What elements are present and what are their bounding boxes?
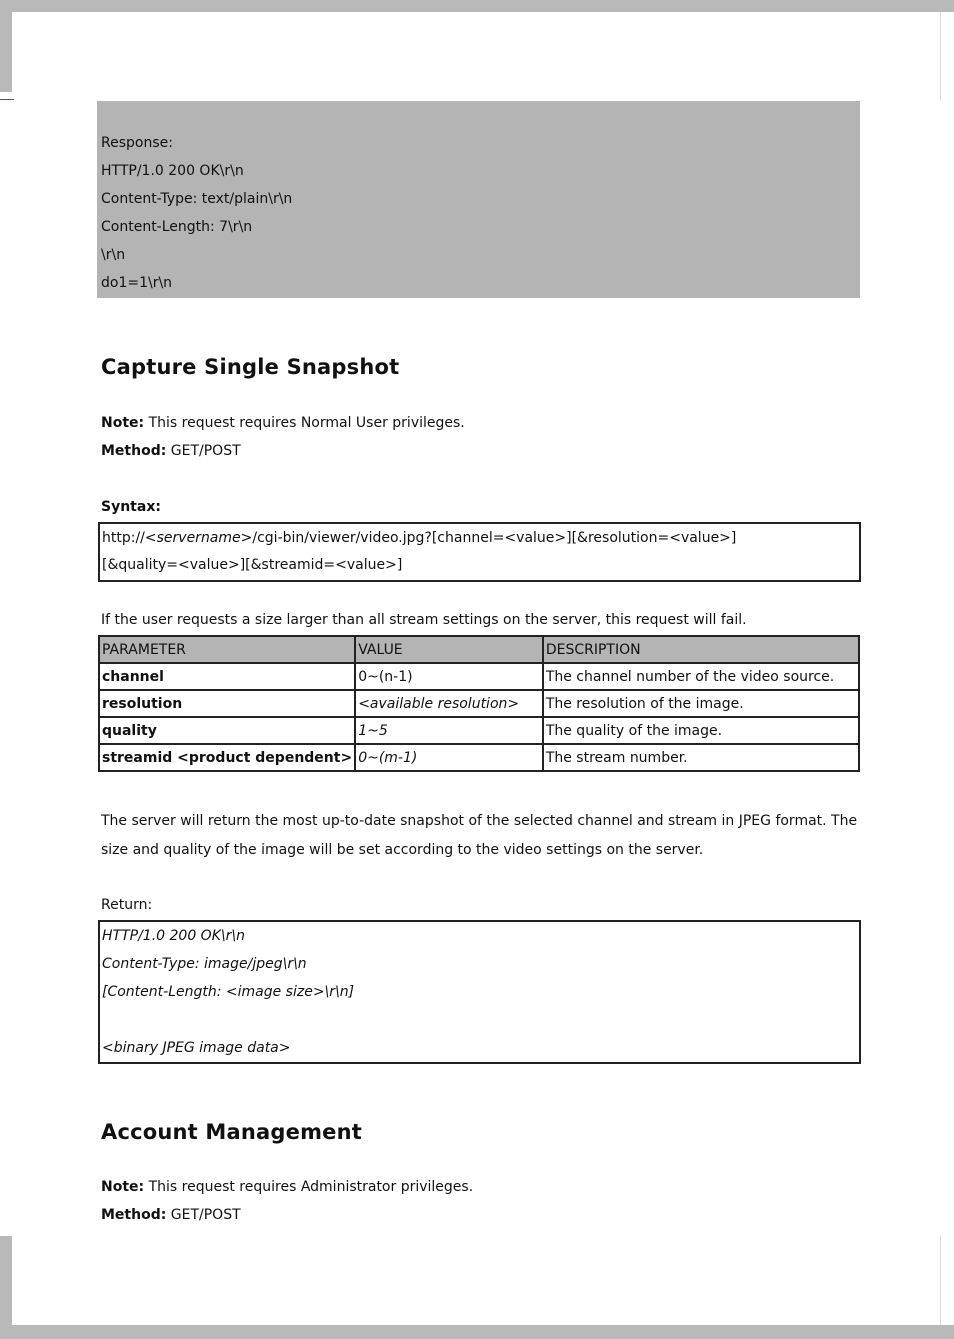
return-line: [Content-Length: <image size>\r\n] [102, 984, 355, 1000]
page-frame-right-top [940, 12, 941, 100]
table-row [99, 744, 859, 771]
note-text: This request requires Normal User privileges. [148, 415, 465, 431]
method-value: GET/POST [170, 443, 241, 459]
note-label: Note: [101, 415, 145, 431]
param-description: The stream number. [543, 744, 859, 771]
syntax-servername: <servername> [144, 530, 253, 546]
method-label: Method: [101, 443, 167, 459]
param-value: 0~(m-1) [355, 744, 543, 771]
method-value: GET/POST [170, 1207, 241, 1223]
response-line: Content-Type: text/plain\r\n [101, 191, 293, 207]
return-line: Content-Type: image/jpeg\r\n [102, 956, 307, 972]
snapshot-note [101, 415, 465, 431]
snapshot-method [101, 443, 241, 459]
return-line: HTTP/1.0 200 OK\r\n [102, 928, 245, 944]
note-label: Note: [101, 1179, 145, 1195]
page-frame-top [0, 0, 954, 12]
param-value: 0~(n-1) [355, 663, 543, 690]
param-name: channel [99, 663, 355, 690]
parameter-table [98, 635, 860, 772]
table-header-cell: DESCRIPTION [543, 636, 859, 663]
page-frame-left-top [0, 0, 12, 92]
table-row [99, 717, 859, 744]
page-frame-right-bottom [940, 1236, 941, 1325]
param-name: quality [99, 717, 355, 744]
syntax-line-1 [102, 530, 736, 546]
param-description: The quality of the image. [543, 717, 859, 744]
syntax-line-2: [&quality=<value>][&streamid=<value>] [102, 557, 403, 573]
param-value: 1~5 [355, 717, 543, 744]
account-method [101, 1207, 241, 1223]
return-box [98, 920, 861, 1064]
param-name: streamid <product dependent> [99, 744, 355, 771]
response-line: do1=1\r\n [101, 275, 173, 291]
return-line: <binary JPEG image data> [102, 1040, 291, 1056]
syntax-prefix: http:// [102, 530, 145, 546]
syntax-box [98, 522, 861, 582]
response-line: \r\n [101, 247, 126, 263]
page-frame-bottom [0, 1325, 954, 1339]
response-line: HTTP/1.0 200 OK\r\n [101, 163, 244, 179]
section-heading-account: Account Management [101, 1120, 363, 1144]
param-description: The resolution of the image. [543, 690, 859, 717]
note-text: This request requires Administrator privileges. [148, 1179, 474, 1195]
param-name: resolution [99, 690, 355, 717]
response-line: Response: [101, 135, 173, 151]
table-header-cell: VALUE [355, 636, 543, 663]
return-label: Return: [101, 897, 153, 913]
page-frame-left-bottom [0, 1236, 12, 1339]
account-note [101, 1179, 473, 1195]
page-frame-tick [0, 99, 14, 100]
syntax-label: Syntax: [101, 499, 161, 515]
table-header-row [99, 636, 859, 663]
snapshot-description-line: size and quality of the image will be set according to the video settings on the server. [101, 842, 704, 858]
syntax-path: /cgi-bin/viewer/video.jpg?[channel=<value>][&resolution=<value>] [252, 530, 737, 546]
table-row [99, 690, 859, 717]
param-description: The channel number of the video source. [543, 663, 859, 690]
table-header-cell: PARAMETER [99, 636, 355, 663]
method-label: Method: [101, 1207, 167, 1223]
param-value: <available resolution> [355, 690, 543, 717]
section-heading-snapshot: Capture Single Snapshot [101, 355, 400, 379]
response-line: Content-Length: 7\r\n [101, 219, 253, 235]
table-row [99, 663, 859, 690]
snapshot-intro: If the user requests a size larger than all stream settings on the server, this request will fail. [101, 612, 747, 628]
snapshot-description-line: The server will return the most up-to-date snapshot of the selected channel and stream in JPEG format. The [101, 813, 858, 829]
